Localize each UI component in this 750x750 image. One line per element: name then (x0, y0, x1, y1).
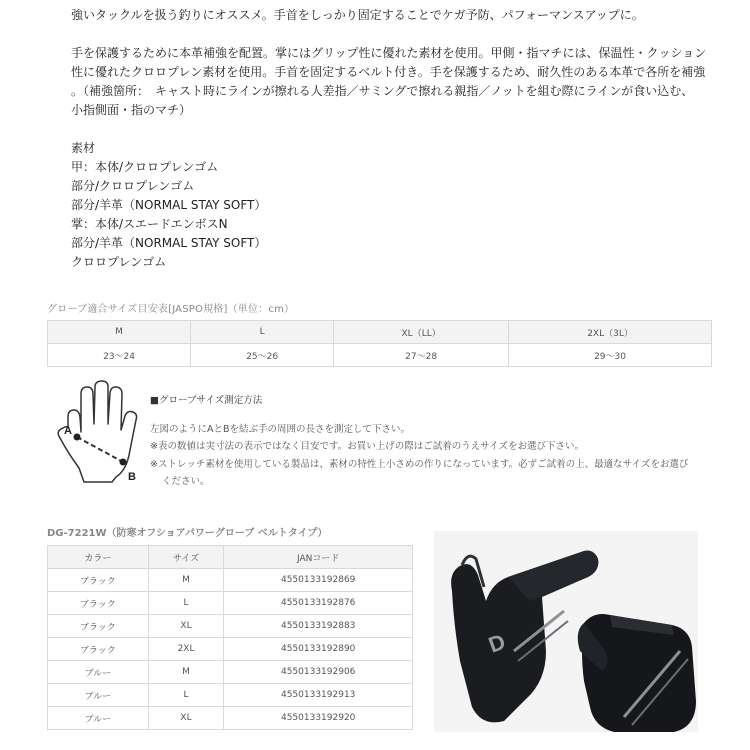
product-description (71, 6, 721, 272)
size-cell: L (148, 684, 224, 707)
jan-cell: 4550133192920 (224, 707, 413, 730)
measure-line-text: 左図のようにAとBを結ぶ手の周囲の長さを測定して下さい。 (150, 423, 411, 435)
size-header-cell: XL（LL） (334, 321, 509, 344)
description-line: 性に優れたクロロプレン素材を使用。手首を固定するベルト付き。手を保護するため、耐久性のある本革で各所を補強 (71, 65, 706, 79)
jan-cell: 4550133192869 (224, 569, 413, 592)
material-line: 部分/クロロプレンゴム (71, 179, 195, 193)
jan-cell: 4550133192913 (224, 684, 413, 707)
material-line: クロロプレンゴム (71, 255, 167, 269)
measure-title: ■グローブサイズ測定方法 (150, 395, 263, 406)
table-row (48, 638, 413, 661)
size-header-cell: M (48, 321, 191, 344)
material-line: 甲：本体/クロロプレンゴム (71, 160, 219, 174)
table-row (48, 569, 413, 592)
jan-cell: 4550133192906 (224, 661, 413, 684)
size-header: サイズ (148, 546, 224, 569)
product-jan-table (47, 545, 413, 730)
color-cell: ブルー (48, 707, 149, 730)
table-row (48, 344, 712, 367)
color-cell: ブルー (48, 661, 149, 684)
point-a-marker (74, 434, 81, 441)
table-header-row (48, 546, 413, 569)
jan-header: JANコード (224, 546, 413, 569)
right-glove-shape (582, 614, 696, 732)
size-cell: M (148, 661, 224, 684)
description-line: 。（補強箇所： キャスト時にラインが擦れる人差指／サミングで擦れる親指／ノットを組む際にラインが食い込む、 (71, 84, 694, 98)
size-value-cell: 23〜24 (48, 344, 191, 367)
description-line: 手を保護するために本革補強を配置。掌にはグリップ性に優れた素材を使用。甲側・指マチには、保温性・クッション (71, 46, 707, 60)
jan-cell: 4550133192876 (224, 592, 413, 615)
size-header-cell: 2XL（3L） (509, 321, 712, 344)
glove-illustration (434, 531, 698, 732)
color-cell: ブラック (48, 592, 149, 615)
measure-note: ください。 (162, 476, 210, 487)
size-cell: M (148, 569, 224, 592)
point-b-marker (120, 459, 127, 466)
color-cell: ブラック (48, 615, 149, 638)
color-cell: ブラック (48, 569, 149, 592)
glove-product-photo (434, 531, 698, 732)
size-cell: XL (148, 615, 224, 638)
table-row (48, 661, 413, 684)
size-chart-title: グローブ適合サイズ目安表[JASPO規格]（単位：cm） (47, 304, 295, 315)
table-row (48, 707, 413, 730)
material-line: 掌：本体/スエードエンボスN (71, 217, 228, 231)
spacer (71, 25, 721, 44)
table-row (48, 592, 413, 615)
table-row (48, 684, 413, 707)
description-line: 小指側面・指のマチ） (71, 103, 192, 117)
size-value-cell: 25〜26 (191, 344, 334, 367)
material-line: 部分/羊革（NORMAL STAY SOFT） (71, 198, 267, 212)
color-cell: ブラック (48, 638, 149, 661)
measure-instructions (150, 392, 730, 491)
point-a-label: A (64, 425, 72, 437)
size-cell: 2XL (148, 638, 224, 661)
size-chart-table (47, 320, 712, 367)
size-cell: XL (148, 707, 224, 730)
color-header: カラー (48, 546, 149, 569)
measure-note: ※表の数値は実寸法の表示ではなく目安です。お買い上げの際はご試着のうえサイズをお選び下さい。 (150, 441, 584, 452)
size-value-cell: 27〜28 (334, 344, 509, 367)
measure-note: ※ストレッチ素材を使用している製品は、素材の特性上小さめの作りになっています。必ずご試着の上、最適なサイズをお選び (150, 458, 689, 470)
size-value-cell: 29〜30 (509, 344, 712, 367)
description-line: 強いタックルを扱う釣りにオススメ。手首をしっかり固定することでケガ予防、パフォーマンスアップに。 (71, 8, 644, 22)
jan-cell: 4550133192883 (224, 615, 413, 638)
daiwa-d-logo-icon: D (485, 628, 509, 658)
hand-measure-diagram (48, 380, 148, 490)
size-cell: L (148, 592, 224, 615)
jan-cell: 4550133192890 (224, 638, 413, 661)
size-header-cell: L (191, 321, 334, 344)
point-b-label: B (128, 471, 136, 483)
material-line: 部分/羊革（NORMAL STAY SOFT） (71, 236, 267, 250)
materials-heading: 素材 (71, 141, 96, 155)
color-cell: ブルー (48, 684, 149, 707)
spacer (71, 120, 721, 139)
table-row (48, 615, 413, 638)
table-header-row (48, 321, 712, 344)
product-table-title: DG-7221W（防寒オフショアパワーグローブ ベルトタイプ） (47, 528, 328, 539)
